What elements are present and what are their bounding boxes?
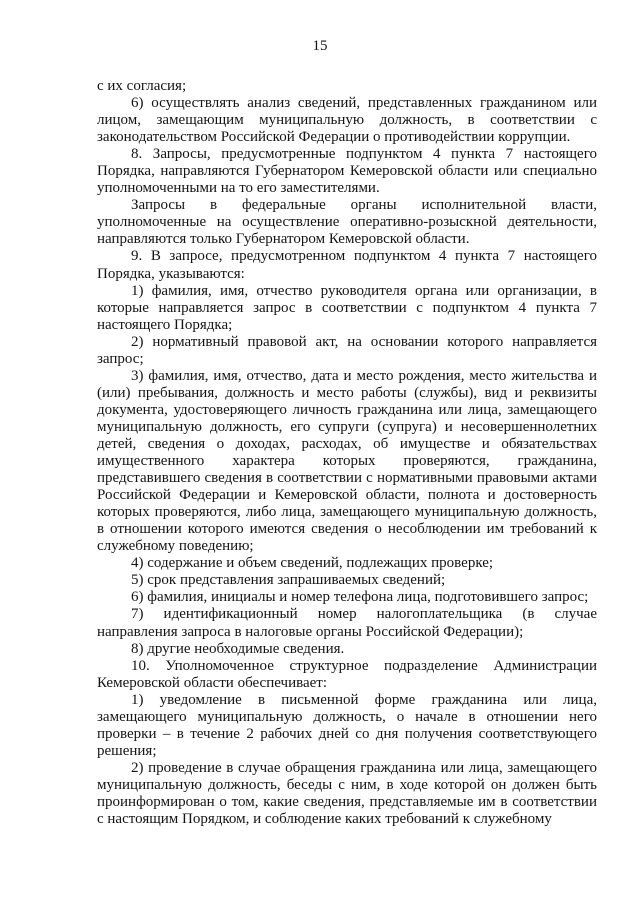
paragraph-item-6-contact: 6) фамилия, инициалы и номер телефона лица, подготовившего запрос;: [131, 589, 589, 606]
paragraph-item-3-personal-data: 3) фамилия, имя, отчество, дата и место рождения, место жительства и (или) пребывания, должность и место работы (службы), вид и реквизиты документа, удостоверяющего личность гражданина или лица, замещающего муниципальную должность, его супруги (супруга) и несовершеннолетних детей, сведения о доходах, расходах, об имуществе и обязательствах имущественного характера которых проверяются, гражданина, представившего сведения в соответствии с нормативными правовыми актами Российской Федерации и Кемеровской области, полнота и достоверность которых проверяются, либо лица, замещающего муниципальную должность, в отношении которого имеются сведения о несоблюдении им требований к служебному поведению;: [97, 367, 597, 555]
paragraph-section-10: 10. Уполномоченное структурное подразделение Администрации Кемеровской области обеспечивает:: [97, 657, 597, 691]
paragraph-item-1-name: 1) фамилия, имя, отчество руководителя органа или организации, в которые направляется запрос в соответствии с подпунктом 4 пункта 7 настоящего Порядка;: [97, 282, 597, 333]
paragraph-item-5-deadline: 5) срок представления запрашиваемых сведений;: [131, 572, 446, 589]
paragraph-item-7-inn: 7) идентификационный номер налогоплательщика (в случае направления запроса в налоговые органы Российской Федерации);: [97, 606, 597, 640]
paragraph-federal-requests: Запросы в федеральные органы исполнительной власти, уполномоченные на осуществление оперативно-розыскной деятельности, направляются только Губернатором Кемеровской области.: [97, 197, 597, 248]
paragraph-continuation: с их согласия;: [97, 78, 187, 94]
paragraph-item-4-content: 4) содержание и объем сведений, подлежащих проверке;: [131, 555, 494, 572]
paragraph-item-2-interview: 2) проведение в случае обращения гражданина или лица, замещающего муниципальную должность, беседы с ним, в ходе которой он должен быть проинформирован о том, какие сведения, представляемые им в соответствии с настоящим Порядком, и соблюдение каких требований к служебному: [97, 759, 597, 828]
paragraph-section-8: 8. Запросы, предусмотренные подпунктом 4 пункта 7 настоящего Порядка, направляются Губернатором Кемеровской области или специально уполномоченными на то его заместителями.: [97, 146, 597, 197]
document-body: [97, 78, 597, 828]
page-number: 15: [312, 38, 328, 54]
paragraph-item-6-analysis: 6) осуществлять анализ сведений, представленных гражданином или лицом, замещающим муниципальную должность, в соответствии с законодательством Российской Федерации о противодействии коррупции.: [97, 95, 597, 146]
paragraph-item-8-other: 8) другие необходимые сведения.: [131, 640, 345, 657]
paragraph-section-9: 9. В запросе, предусмотренном подпунктом 4 пункта 7 настоящего Порядка, указываются:: [97, 248, 597, 282]
paragraph-item-1-notification: 1) уведомление в письменной форме гражданина или лица, замещающего муниципальную должность, о начале в отношении него проверки – в течение 2 рабочих дней со дня получения соответствующего решения;: [97, 691, 597, 759]
paragraph-item-2-legal-act: 2) нормативный правовой акт, на основании которого направляется запрос;: [97, 333, 597, 367]
